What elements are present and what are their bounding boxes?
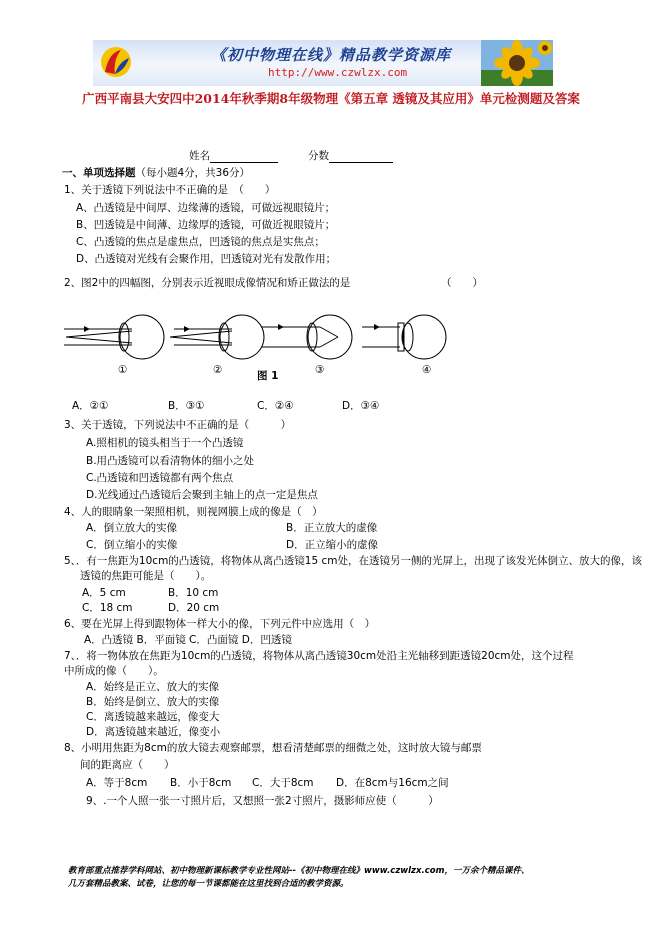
q3-option-b: B.用凸透镜可以看清物体的细小之处 (86, 455, 255, 467)
score-blank[interactable] (329, 151, 393, 163)
q2-fig-label-4: ④ (422, 364, 432, 376)
banner-url[interactable]: http://www.czwlzx.com (268, 66, 408, 79)
q7-option-d: D．离透镜越来越近，像变小 (86, 726, 221, 738)
header-banner (93, 40, 553, 86)
q2-fig-label-1: ① (118, 364, 128, 376)
q2-fig-label-2: ② (213, 364, 223, 376)
q4-option-b: B．正立放大的虚像 (286, 522, 378, 534)
q7-option-b: B．始终是倒立、放大的实像 (86, 696, 220, 708)
q5-option-a: A．5 cm (82, 587, 126, 599)
site-logo (99, 44, 133, 80)
q8-option-b: B．小于8cm (170, 777, 232, 789)
q5-option-d: D．20 cm (168, 602, 220, 614)
q1-option-b: B、凹透镜是中间薄、边缘厚的透镜，可做近视眼镜片； (76, 219, 336, 231)
q1-option-a: A、凸透镜是中间厚、边缘薄的透镜，可做远视眼镜片； (76, 202, 336, 214)
score-field[interactable] (308, 150, 393, 163)
section-note: （每小题4分，共36分） (135, 167, 251, 179)
q3-option-d: D.光线通过凸透镜后会聚到主轴上的点一定是焦点 (86, 489, 318, 501)
q2-fig-caption: 图 1 (257, 370, 279, 382)
q4-option-c: C．倒立缩小的实像 (86, 539, 178, 551)
q2-option-a: A．②① (72, 400, 109, 412)
q8-option-a: A．等于8cm (86, 777, 148, 789)
q8-option-c: C．大于8cm (252, 777, 314, 789)
q4-option-d: D．正立缩小的虚像 (286, 539, 379, 551)
q6-options: A．凸透镜 B．平面镜 C．凸面镜 D．凹透镜 (84, 634, 292, 646)
footer-line-2: 几万套精品教案、试卷，让您的每一节课都能在这里找到合适的教学资源。 (68, 879, 349, 889)
q4-option-a: A．倒立放大的实像 (86, 522, 178, 534)
q3-option-a: A.照相机的镜头相当于一个凸透镜 (86, 437, 244, 449)
q1-stem: 1、关于透镜下列说法中不正确的是 （ ） (64, 184, 276, 196)
banner-title: 《初中物理在线》精品教学资源库 (211, 46, 452, 64)
q1-option-c: C、凸透镜的焦点是虚焦点，凹透镜的焦点是实焦点； (76, 236, 325, 248)
q1-option-d: D、凸透镜对光线有会聚作用，凹透镜对光有发散作用； (76, 253, 337, 265)
q4-stem: 4、人的眼睛象一架照相机，则视网膜上成的像是（ ） (64, 506, 323, 518)
q7-option-a: A．始终是正立、放大的实像 (86, 681, 220, 693)
name-label: 姓名 (189, 150, 210, 162)
q2-option-b: B．③① (168, 400, 205, 412)
q2-option-c: C．②④ (257, 400, 294, 412)
name-field[interactable] (189, 150, 278, 163)
q2-answer-paren: （ ） (441, 277, 483, 289)
q8-option-d: D．在8cm与16cm之间 (336, 777, 449, 789)
q5-option-c: C．18 cm (82, 602, 133, 614)
page-footer (68, 865, 608, 891)
name-blank[interactable] (210, 151, 278, 163)
q8-stem-line2: 间的距离应（ ） (80, 759, 175, 771)
footer-line-1: 教育部重点推荐学科网站、初中物理新课标教学专业性网站--《初中物理在线》www.czwlzx.com，一万余个精品课件、 (68, 866, 530, 876)
section-title: 一、单项选择题 (62, 167, 136, 179)
q2-fig-label-3: ③ (315, 364, 325, 376)
score-label: 分数 (308, 150, 329, 162)
q3-stem: 3、关于透镜，下列说法中不正确的是（ ） (64, 419, 292, 431)
q7-option-c: C．离透镜越来越远，像变大 (86, 711, 220, 723)
q7-stem-line1: 7、．将一物体放在焦距为10cm的凸透镜，将物体从离凸透镜30cm处沿主光轴移到距透镜20cm处，这个过程 (64, 650, 574, 662)
q2-stem: 2、图2中的四幅图，分别表示近视眼成像情况和矫正做法的是 (64, 277, 351, 289)
q5-stem-line1: 5、．有一焦距为10cm的凸透镜，将物体从离凸透镜15 cm处，在透镜另一侧的光屏上，出现了该发光体倒立、放大的像，该 (64, 555, 642, 567)
sunflower-image (481, 40, 553, 86)
q5-stem-line2: 透镜的焦距可能是（ ）。 (80, 570, 212, 582)
section-heading (62, 167, 250, 180)
document-title: 广西平南县大安四中2014年秋季期8年级物理《第五章 透镜及其应用》单元检测题及答案 (82, 91, 580, 106)
q2-option-d: D．③④ (342, 400, 380, 412)
q6-stem: 6、要在光屏上得到跟物体一样大小的像，下列元件中应选用（ ） (64, 618, 376, 630)
q9-stem: 9、.一个人照一张一寸照片后，又想照一张2寸照片，摄影师应使（ ） (86, 795, 439, 807)
q8-stem-line1: 8、小明用焦距为8cm的放大镜去观察邮票，想看清楚邮票的细微之处，这时放大镜与邮票 (64, 742, 482, 754)
q5-option-b: B．10 cm (168, 587, 219, 599)
q3-option-c: C.凸透镜和凹透镜都有两个焦点 (86, 472, 234, 484)
q7-stem-line2: 中所成的像（ ）。 (64, 665, 164, 677)
